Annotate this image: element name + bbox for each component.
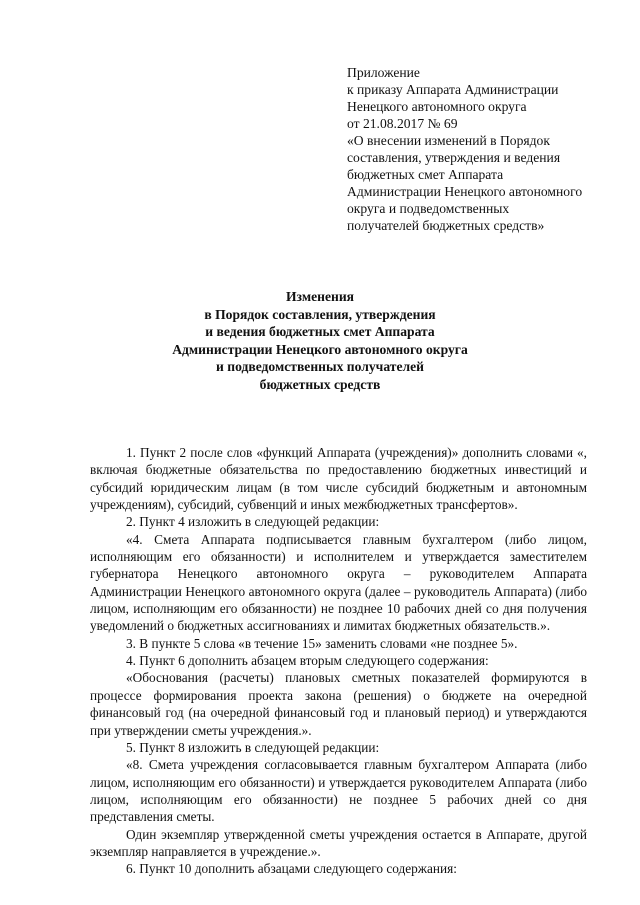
appendix-line: Ненецкого автономного округа [347,99,527,114]
appendix-block [347,64,607,234]
appendix-line: бюджетных смет Аппарата [347,167,504,182]
body-paragraph: 5. Пункт 8 изложить в следующей редакции: [126,739,380,755]
title-line: Изменения [285,289,355,304]
body-paragraph: «Обоснования (расчеты) плановых сметных показателей формируются в процессе формирования проекта закона (решения) о бюджете на очередной финансовый год (на очередной финансовый год и плановый период) и утверждаются при утверждении сметы учреждения.». [90,670,587,738]
document-body [90,444,587,878]
body-paragraph: «8. Смета учреждения согласовывается главным бухгалтером Аппарата (либо лицом, исполняющим его обязанности) и утверждается руководителем Аппарата (либо лицом, исполняющим его обязанности) не позднее 5 рабочих дней со дня представления сметы. [90,757,587,825]
appendix-line: Администрации Ненецкого автономного [347,184,583,199]
title-line: в Порядок составления, утверждения [204,306,436,322]
appendix-line: от 21.08.2017 № 69 [347,116,458,131]
appendix-line: Приложение [347,65,420,80]
appendix-line: округа и подведомственных [347,201,510,216]
title-line: и подведомственных получателей [216,359,424,375]
body-paragraph: Один экземпляр утвержденной сметы учреждения остается в Аппарате, другой экземпляр направляется в учреждение.». [90,826,587,859]
body-paragraph: 1. Пункт 2 после слов «функций Аппарата (учреждения)» дополнить словами «, включая бюджетные обязательства по предоставлению бюджетных инвестиций и субсидий юридическим лицам (в том числе субсидий бюджетным и автономным учреждениям), субсидий, субвенций и иных межбюджетных трансфертов». [90,445,587,513]
body-paragraph: 4. Пункт 6 дополнить абзацем вторым следующего содержания: [126,653,489,669]
body-paragraph: 2. Пункт 4 изложить в следующей редакции: [126,514,380,530]
title-line: и ведения бюджетных смет Аппарата [205,324,435,340]
appendix-line: «О внесении изменений в Порядок [347,133,550,148]
document-title [100,288,540,394]
title-line: бюджетных средств [259,376,381,392]
appendix-line: составления, утверждения и ведения [347,150,561,165]
appendix-line: к приказу Аппарата Администрации [347,82,559,97]
body-paragraph: 3. В пункте 5 слова «в течение 15» заменить словами «не позднее 5». [126,635,518,651]
body-paragraph: «4. Смета Аппарата подписывается главным бухгалтером (либо лицом, исполняющим его обязанности) и исполнителем и утверждается заместителем губернатора Ненецкого автономного округа – руководителем Аппарата Администрации Ненецкого автономного округа (далее – руководитель Аппарата) (либо лицом, исполняющим его обязанности) не позднее 10 рабочих дней со дня получения уведомлений о бюджетных ассигнованиях и лимитах бюджетных обязательств.». [90,531,587,634]
title-line: Администрации Ненецкого автономного округа [172,341,468,357]
appendix-line: получателей бюджетных средств» [347,218,545,233]
body-paragraph: 6. Пункт 10 дополнить абзацами следующего содержания: [126,861,457,877]
